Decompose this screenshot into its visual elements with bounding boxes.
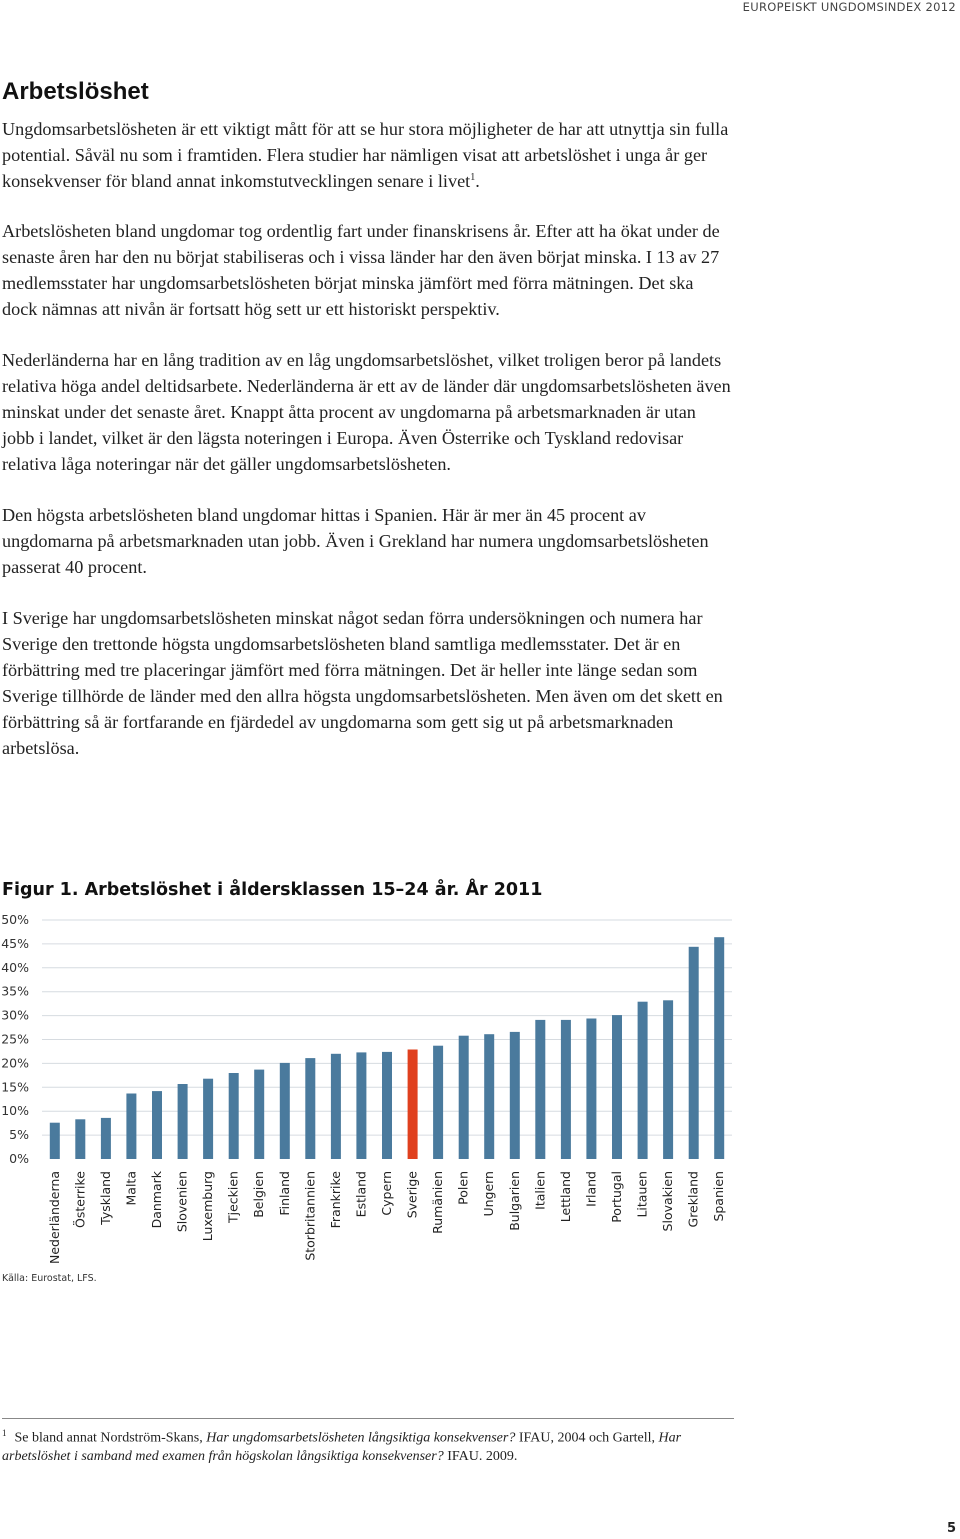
bar-tyskland: [101, 1118, 111, 1159]
x-label-storbritannien: Storbritannien: [302, 1171, 318, 1261]
paragraph-finance-crisis: Arbetslösheten bland ungdomar tog ordentlig fart under finanskrisens år. Efter att ha ökat under de senaste åren har den nu börjat stabiliseras och i vissa länder har den även börjat minska. I 13 av 27 medlemsstater har ungdomsarbetslösheten börjat minska jämfört med förra mätningen. Det ska dock nämnas att nivån är fortsatt hög sett ur ett historiskt perspektiv.: [2, 221, 720, 319]
unemployment-bar-chart: [0, 905, 740, 1270]
y-tick-label: 15%: [1, 1079, 29, 1095]
x-label-rumänien: Rumänien: [430, 1171, 446, 1234]
y-tick-label: 20%: [1, 1055, 29, 1071]
figure-title: [2, 880, 542, 900]
footnote-title-2: Har arbetslöshet i samband med examen från högskolan långsiktiga konsekvenser?: [2, 1430, 682, 1464]
paragraph-intro-text: Ungdomsarbetslösheten är ett viktigt mått för att se hur stora möjligheter de har att utnyttja sin fulla potential. Såväl nu som i framtiden. Flera studier har nämligen visat att arbetslöshet i unga år ger konsekvenser för bland annat inkomstutvecklingen senare i livet: [2, 119, 729, 191]
y-tick-label: 25%: [1, 1031, 29, 1047]
x-label-finland: Finland: [276, 1171, 292, 1216]
x-label-litauen: Litauen: [634, 1171, 650, 1218]
x-label-slovakien: Slovakien: [660, 1171, 676, 1232]
x-label-slovenien: Slovenien: [174, 1171, 190, 1233]
bar-ungern: [484, 1034, 494, 1159]
footnote-text-1: Se bland annat Nordström-Skans,: [14, 1430, 207, 1446]
bar-bulgarien: [510, 1032, 520, 1159]
bar-spanien: [714, 937, 724, 1159]
paragraph-spain: Den högsta arbetslösheten bland ungdomar hittas i Spanien. Här är mer än 45 procent av ungdomarna på arbetsmarknaden utan jobb. Även i Grekland har numera ungdomsarbetslösheten passerat 40 procent.: [2, 505, 709, 577]
y-tick-label: 45%: [1, 935, 29, 951]
bar-nederländerna: [50, 1123, 60, 1159]
footnote-mark: 1: [2, 1428, 7, 1438]
bar-sverige: [408, 1050, 418, 1160]
x-label-tjeckien: Tjeckien: [225, 1171, 241, 1223]
x-label-polen: Polen: [455, 1171, 471, 1205]
figure-label: Figur 1.: [2, 880, 79, 900]
bar-luxemburg: [203, 1079, 213, 1159]
bar-italien: [535, 1020, 545, 1159]
body-text: [2, 116, 732, 786]
x-axis-labels: [47, 1170, 726, 1264]
y-tick-label: 50%: [1, 912, 29, 927]
x-label-tyskland: Tyskland: [97, 1171, 113, 1225]
bar-malta: [126, 1094, 136, 1160]
section-title: Arbetslöshet: [2, 78, 149, 105]
y-tick-label: 40%: [1, 959, 29, 975]
bar-lettland: [561, 1020, 571, 1159]
x-label-belgien: Belgien: [251, 1171, 267, 1218]
bar-slovenien: [178, 1084, 188, 1159]
y-tick-label: 0%: [9, 1151, 29, 1166]
bar-slovakien: [663, 1000, 673, 1159]
figure-caption: Arbetslöshet i åldersklassen 15–24 år. År 2011: [78, 880, 543, 900]
x-label-malta: Malta: [123, 1171, 139, 1206]
bar-frankrike: [331, 1054, 341, 1159]
x-label-nederländerna: Nederländerna: [46, 1171, 62, 1264]
bar-österrike: [75, 1119, 85, 1159]
bar-cypern: [382, 1052, 392, 1159]
x-label-spanien: Spanien: [711, 1171, 727, 1222]
bar-danmark: [152, 1091, 162, 1159]
x-label-danmark: Danmark: [149, 1171, 164, 1229]
x-label-estland: Estland: [353, 1171, 369, 1218]
footnote-text-2: IFAU, 2004 och Gartell,: [515, 1430, 659, 1446]
bar-grekland: [689, 947, 699, 1159]
x-label-österrike: Österrike: [72, 1171, 88, 1228]
x-label-lettland: Lettland: [557, 1171, 573, 1223]
x-label-italien: Italien: [532, 1171, 548, 1210]
bar-portugal: [612, 1015, 622, 1159]
x-label-irland: Irland: [583, 1171, 599, 1207]
paragraph-sweden: I Sverige har ungdomsarbetslösheten minskat något sedan förra undersökningen och numera har Sverige den trettonde högsta ungdomsarbetslösheten bland samtliga medlemsstater. Det är en förbättring med tre placeringar jämfört med förra mätningen. Det är heller inte länge sedan som Sverige tillhörde de länder med den allra högsta ungdomsarbetslösheten. Men även om det skett en förbättring så är fortfarande en fjärdedel av ungdomarna som gett sig ut på arbetsmarknaden arbetslösa.: [2, 608, 723, 758]
x-label-portugal: Portugal: [609, 1171, 624, 1223]
x-label-grekland: Grekland: [685, 1171, 701, 1228]
y-tick-label: 35%: [1, 983, 29, 999]
running-header: EUROPEISKT UNGDOMSINDEX 2012: [742, 0, 956, 14]
bar-rumänien: [433, 1046, 443, 1159]
bar-finland: [280, 1063, 290, 1159]
y-tick-label: 30%: [1, 1007, 29, 1023]
bar-estland: [356, 1052, 366, 1159]
x-label-bulgarien: Bulgarien: [506, 1171, 522, 1231]
paragraph-intro-end: .: [475, 171, 480, 191]
footnote: [2, 1424, 732, 1466]
bar-polen: [459, 1036, 469, 1159]
y-tick-label: 5%: [9, 1127, 29, 1143]
footnote-divider: [2, 1418, 734, 1419]
x-label-frankrike: Frankrike: [327, 1171, 343, 1229]
y-axis-ticks: [1, 912, 29, 1166]
chart-bars: [50, 937, 724, 1159]
footnote-title-1: Har ungdomsarbetslösheten långsiktiga konsekvenser?: [206, 1430, 516, 1446]
bar-tjeckien: [229, 1073, 239, 1159]
x-label-sverige: Sverige: [404, 1171, 420, 1219]
y-tick-label: 10%: [1, 1103, 29, 1119]
bar-irland: [586, 1019, 596, 1160]
bar-storbritannien: [305, 1058, 315, 1159]
chart-source: Källa: Eurostat, LFS.: [2, 1273, 97, 1284]
footnote-reference: 1: [470, 171, 476, 183]
x-label-cypern: Cypern: [379, 1171, 394, 1216]
page-number: 5: [946, 1521, 956, 1536]
bar-belgien: [254, 1070, 264, 1159]
bar-litauen: [638, 1002, 648, 1159]
x-label-luxemburg: Luxemburg: [200, 1171, 216, 1242]
footnote-text-3: IFAU. 2009.: [443, 1448, 518, 1464]
paragraph-intro: [2, 116, 732, 194]
paragraph-netherlands: Nederländerna har en lång tradition av en låg ungdomsarbetslöshet, vilket troligen beror på landets relativa höga andel deltidsarbete. Nederländerna är ett av de länder där ungdomsarbetslösheten även minskat under det senaste året. Knappt åtta procent av ungdomarna på arbetsmarknaden är utan jobb i landet, vilket är den lägsta noteringen i Europa. Även Österrike och Tyskland redovisar relativa låga noteringar när det gäller ungdomsarbetslösheten.: [2, 350, 731, 474]
x-label-ungern: Ungern: [481, 1171, 497, 1217]
